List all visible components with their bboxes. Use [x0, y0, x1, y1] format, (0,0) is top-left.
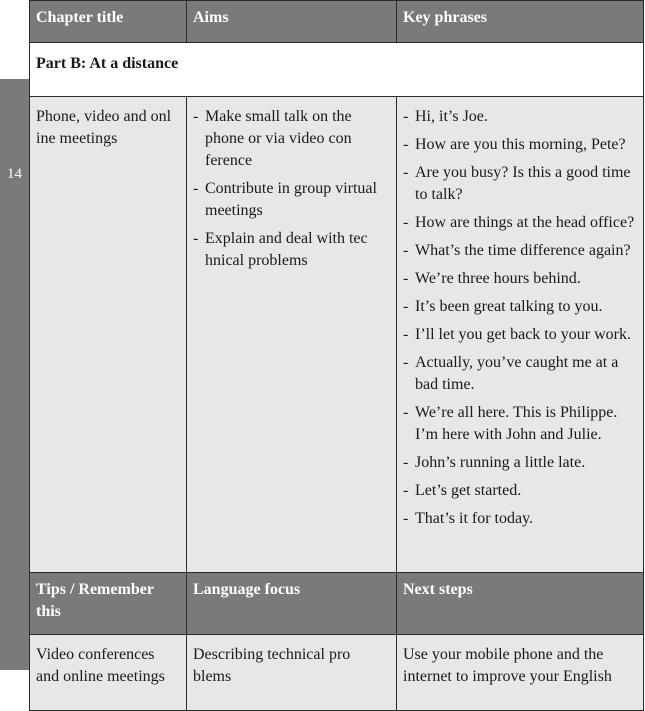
part-row: [30, 43, 644, 97]
list-item: - What’s the time difference again?: [403, 240, 637, 262]
header-next-steps: Next steps: [397, 573, 644, 635]
list-item: - We’re all here. This is Philippe. I’m here with John and Julie.: [403, 402, 637, 446]
list-item: - That’s it for today.: [403, 508, 637, 530]
next-steps-cell: Use your mobile phone and the internet to improve your English: [397, 635, 644, 711]
header-tips: Tips / Remember this: [30, 573, 187, 635]
list-item: - Explain and deal with tec hnical problems: [193, 228, 390, 272]
list-item: - How are things at the head office?: [403, 212, 637, 234]
list-item: - It’s been great talking to you.: [403, 296, 637, 318]
tips-cell: Video conferences and online meetings: [30, 635, 187, 711]
chapter-row: [30, 97, 644, 573]
list-item: - Actually, you’ve caught me at a bad time.: [403, 352, 637, 396]
list-item: - Make small talk on the phone or via video con ference: [193, 106, 390, 172]
list-item: - Hi, it’s Joe.: [403, 106, 637, 128]
language-focus-cell: Describing technical pro blems: [187, 635, 397, 711]
chapter-number-strip: [0, 79, 29, 670]
header-chapter-title: Chapter title: [30, 1, 187, 43]
list-item: - I’ll let you get back to your work.: [403, 324, 637, 346]
key-phrases-cell: [397, 97, 644, 573]
list-item: - Contribute in group virtual meetings: [193, 178, 390, 222]
header-row: [30, 1, 644, 43]
list-item: - Are you busy? Is this a good time to talk?: [403, 162, 637, 206]
list-item: - We’re three hours behind.: [403, 268, 637, 290]
list-item: - Let’s get started.: [403, 480, 637, 502]
chapter-number: 14: [7, 166, 22, 182]
chapter-table: [29, 0, 644, 711]
list-item: - John’s running a little late.: [403, 452, 637, 474]
header-key-phrases: Key phrases: [397, 1, 644, 43]
list-item: - How are you this morning, Pete?: [403, 134, 637, 156]
aims-list: [193, 106, 390, 272]
header-aims: Aims: [187, 1, 397, 43]
chapter-title-cell: Phone, video and onl ine meetings: [30, 97, 187, 573]
header-language-focus: Language focus: [187, 573, 397, 635]
aims-cell: [187, 97, 397, 573]
footer-header-row: [30, 573, 644, 635]
key-phrases-list: [403, 106, 637, 530]
part-label: Part B: At a distance: [30, 43, 644, 97]
